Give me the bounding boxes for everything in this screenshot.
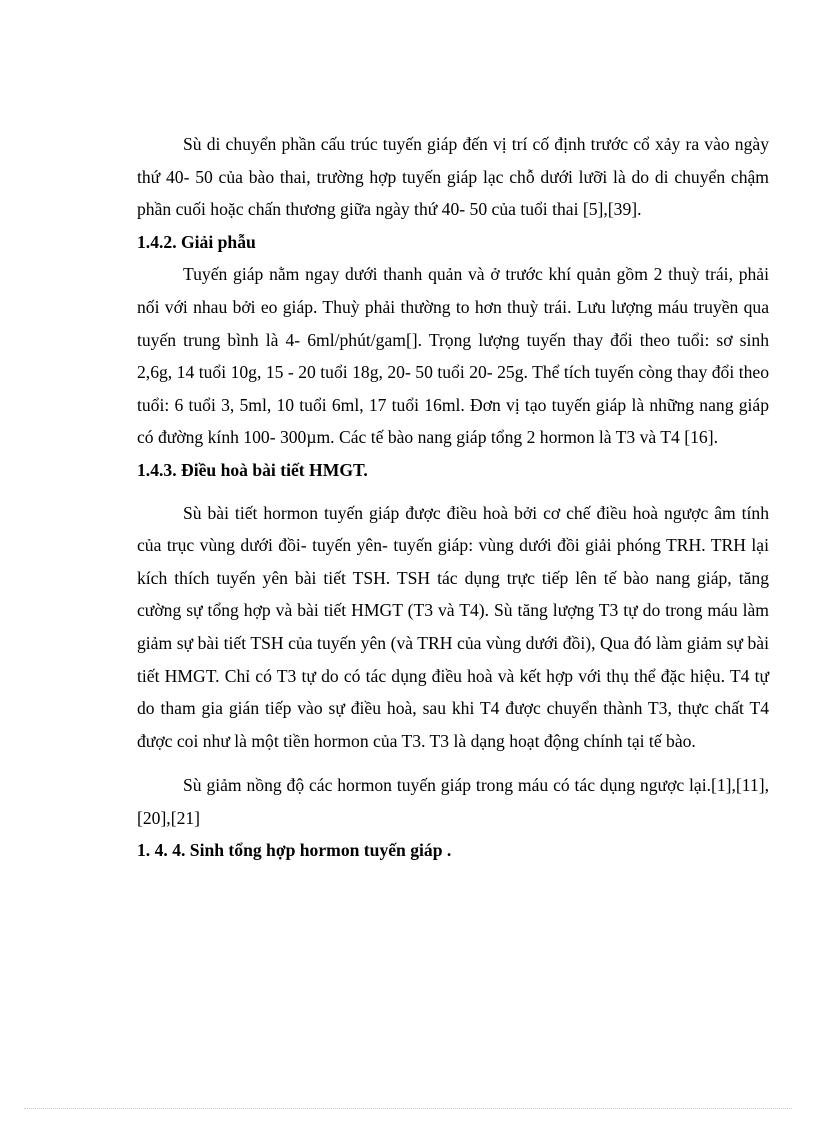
heading-secretion-regulation: 1.4.3. Điều hoà bài tiết HMGT. [137, 459, 368, 480]
paragraph-hormone-decrease: Sù giảm nồng độ các hormon tuyến giáp trong máu có tác dụng ngược lại.[1],[11],[20],[21] [137, 775, 769, 828]
footer-divider [24, 1108, 792, 1109]
paragraph-anatomy: Tuyến giáp nằm ngay dưới thanh quản và ở trước khí quản gồm 2 thuỳ trái, phải nối với nhau bởi eo giáp. Thuỳ phải thường to hơn thuỳ trái. Lưu lượng máu truyền qua tuyến trung bình là 4- 6ml/phút/gam[]. Trọng lượng tuyến thay đổi theo tuổi: sơ sinh 2,6g, 14 tuổi 10g, 15 - 20 tuổi 18g, 20- 50 tuổi 20- 25g. Thể tích tuyến còng thay đổi theo tuổi: 6 tuổi 3, 5ml, 10 tuổi 6ml, 17 tuổi 16ml. Đơn vị tạo tuyến giáp là những nang giáp có đường kính 100- 300µm. Các tế bào nang giáp tổng 2 hormon là T3 và T4 [16]. [137, 264, 769, 448]
paragraph-thyroid-migration: Sù di chuyển phần cấu trúc tuyến giáp đến vị trí cố định trước cổ xảy ra vào ngày thứ 40- 50 của bào thai, trường hợp tuyến giáp lạc chỗ dưới lưỡi là do di chuyển chậm phần cuối hoặc chấn thương giữa ngày thứ 40- 50 của tuổi thai [5],[39]. [137, 134, 769, 220]
heading-hormone-biosynthesis: 1. 4. 4. Sinh tổng hợp hormon tuyến giáp . [137, 840, 452, 861]
page-content [137, 128, 769, 867]
heading-anatomy: 1.4.2. Giải phẫu [137, 231, 256, 252]
paragraph-secretion-regulation: Sù bài tiết hormon tuyến giáp được điều hoà bởi cơ chế điều hoà ngược âm tính của trục vùng dưới đồi- tuyến yên- tuyến giáp: vùng dưới đồi giải phóng TRH. TRH lại kích thích tuyến yên bài tiết TSH. TSH tác dụng trực tiếp lên tế bào nang giáp, tăng cường sự tổng hợp và bài tiết HMGT (T3 và T4). Sù tăng lượng T3 tự do trong máu làm giảm sự bài tiết TSH của tuyến yên (và TRH của vùng dưới đồi), Qua đó làm giảm sự bài tiết HMGT. Chỉ có T3 tự do có tác dụng điều hoà và kết hợp với thụ thể đặc hiệu. T4 tự do tham gia gián tiếp vào sự điều hoà, sau khi T4 được chuyển thành T3, thực chất T4 được coi như là một tiền hormon của T3. T3 là dạng hoạt động chính tại tế bào. [137, 502, 769, 751]
